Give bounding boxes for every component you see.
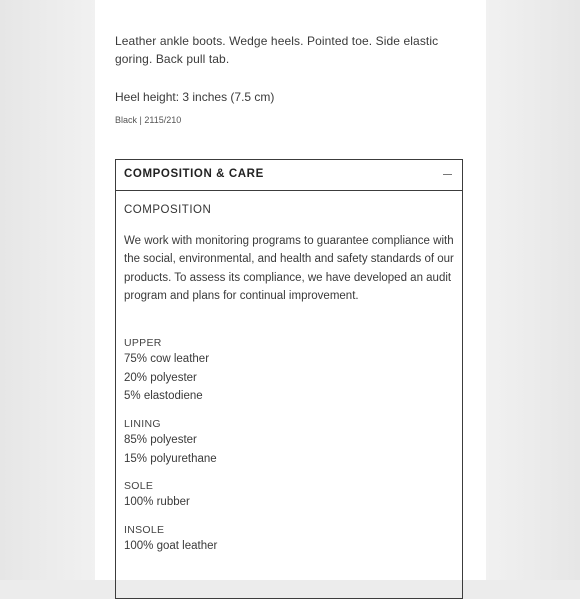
accordion-title: COMPOSITION & CARE	[124, 168, 264, 180]
right-backdrop	[486, 0, 580, 580]
left-backdrop	[0, 0, 95, 580]
group-label: INSOLE	[124, 524, 165, 536]
product-description: Leather ankle boots. Wedge heels. Pointed toe. Side elastic goring. Back pull tab.	[115, 34, 439, 66]
list-item: 20% polyester	[124, 371, 197, 384]
composition-heading: COMPOSITION	[124, 204, 212, 216]
composition-group-sole	[124, 480, 190, 512]
group-label: UPPER	[124, 337, 162, 349]
color-reference: Black | 2115/210	[115, 115, 182, 125]
list-item: 75% cow leather	[124, 353, 210, 365]
accordion-header[interactable]	[116, 160, 462, 191]
composition-group-insole	[124, 524, 217, 556]
product-details-panel	[95, 0, 486, 580]
composition-group-upper	[124, 337, 209, 406]
minus-icon[interactable]	[443, 174, 452, 175]
list-item: 100% rubber	[124, 496, 190, 508]
list-item: 100% goat leather	[124, 540, 218, 552]
group-label: LINING	[124, 418, 161, 430]
composition-care-accordion	[115, 159, 463, 599]
heel-height: Heel height: 3 inches (7.5 cm)	[115, 90, 275, 104]
composition-group-lining	[124, 418, 217, 468]
list-item: 85% polyester	[124, 434, 197, 446]
list-item: 15% polyurethane	[124, 452, 217, 465]
compliance-paragraph: We work with monitoring programs to guarantee compliance with the social, environmental, and health and safety standards of our products. To assess its compliance, we have developed an audit program and plans for continual improvement.	[124, 235, 454, 303]
list-item: 5% elastodiene	[124, 390, 203, 402]
group-label: SOLE	[124, 480, 154, 492]
